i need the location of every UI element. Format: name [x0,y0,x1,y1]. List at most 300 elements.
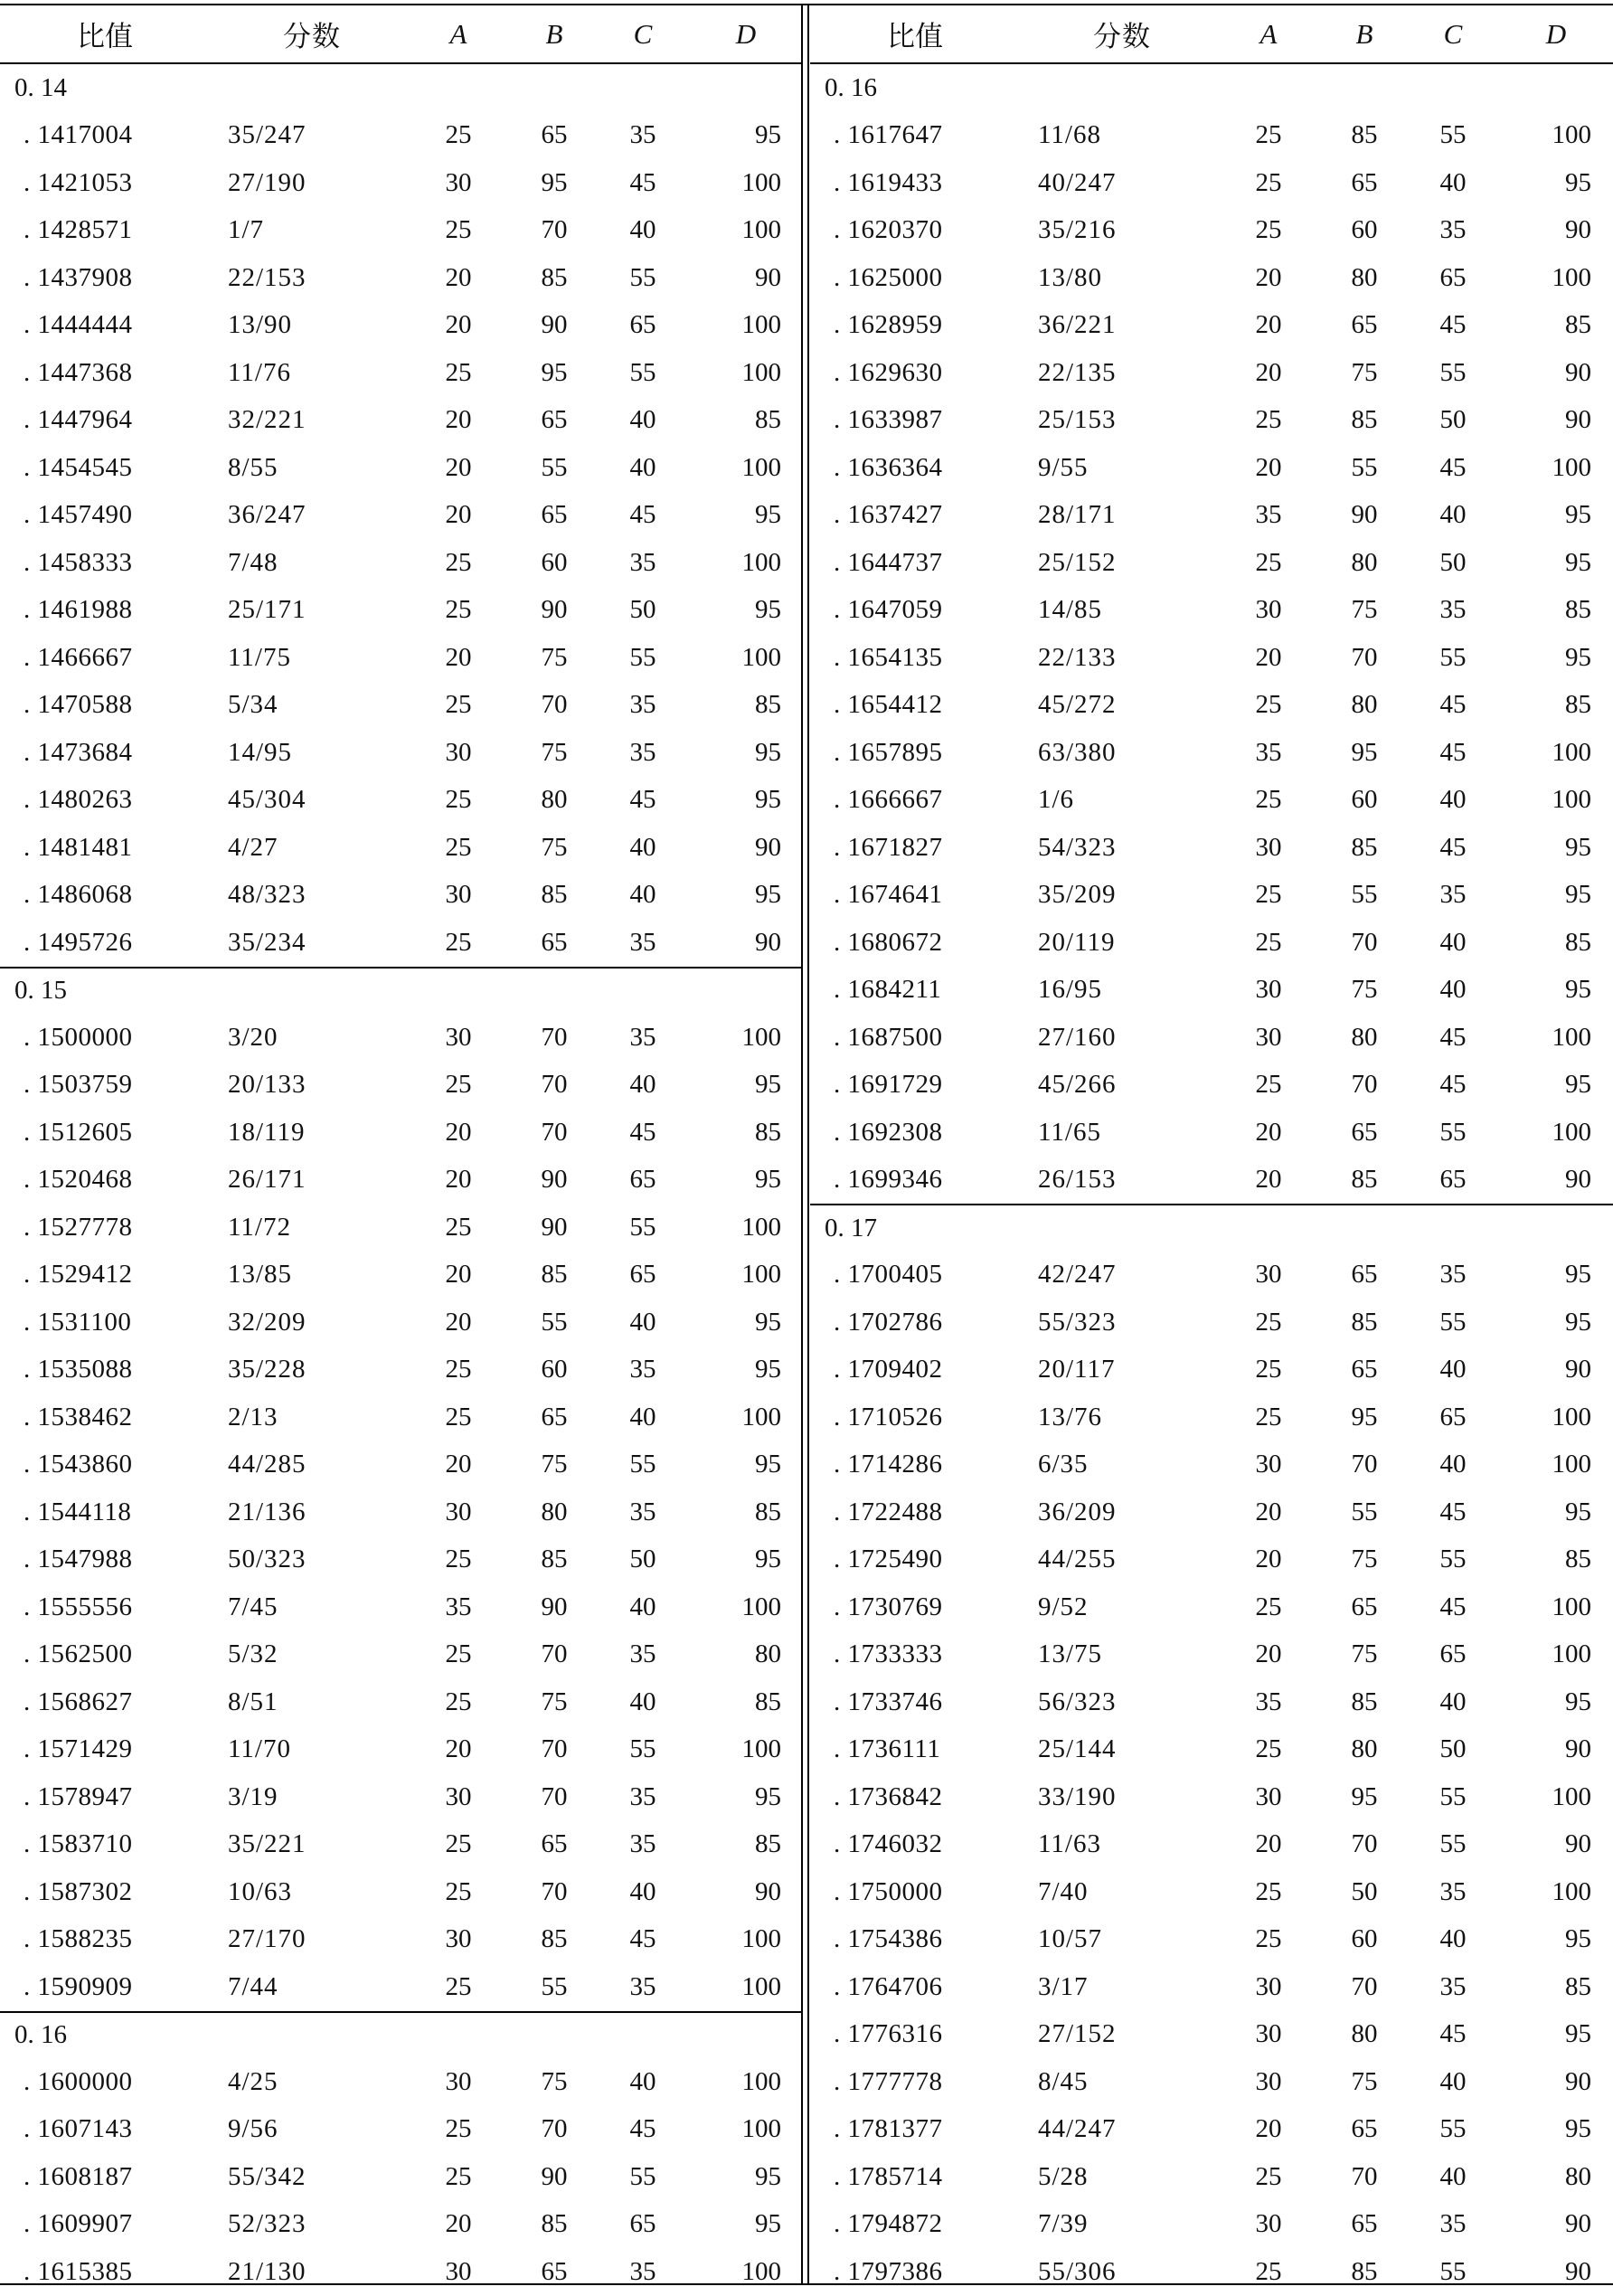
table-row [0,682,801,730]
a-cell: 30 [445,880,472,910]
ratio-cell: . 1637427 [834,500,943,530]
table-row [810,444,1613,492]
d-cell: 100 [741,215,781,245]
c-cell: 50 [1439,405,1467,435]
b-cell: 55 [1351,880,1378,910]
ratio-cell: . 1543860 [24,1450,133,1479]
d-cell: 100 [741,1022,781,1052]
b-cell: 55 [1351,1497,1378,1526]
ratio-cell: . 1797386 [834,2256,943,2286]
c-cell: 45 [1439,690,1467,720]
b-cell: 70 [1351,642,1378,672]
c-cell: 65 [629,310,656,340]
right-table-body [810,64,1613,2296]
fraction-cell: 26/171 [228,1165,307,1195]
d-cell: 100 [1552,1592,1591,1621]
d-cell: 100 [1552,1117,1591,1147]
table-row [0,1678,801,1726]
c-cell: 45 [1439,1497,1467,1526]
fraction-cell: 55/306 [1038,2256,1117,2286]
d-cell: 100 [1552,737,1591,767]
table-row [810,777,1613,825]
ratio-cell: . 1736111 [834,1734,941,1764]
c-cell: 65 [1439,1402,1467,1431]
c-cell: 45 [1439,1022,1467,1052]
d-cell: 85 [755,405,781,435]
table-row [810,1868,1613,1916]
a-cell: 25 [445,2114,472,2144]
b-cell: 85 [541,880,568,910]
d-cell: 100 [1552,1639,1591,1669]
c-cell: 35 [1439,215,1467,245]
b-cell: 85 [541,1545,568,1574]
c-cell: 55 [629,262,656,292]
c-cell: 35 [1439,595,1467,625]
b-cell: 70 [541,1117,568,1147]
d-cell: 100 [741,1924,781,1954]
header-c: C [1443,17,1463,50]
fraction-cell: 13/90 [228,310,293,340]
table-row [0,2058,801,2106]
d-cell: 95 [755,120,781,150]
table-row [810,1583,1613,1631]
b-cell: 65 [1351,1592,1378,1621]
c-cell: 55 [629,1734,656,1764]
table-row [810,1963,1613,2011]
table-row [0,302,801,350]
d-cell: 100 [1552,1450,1591,1479]
a-cell: 25 [1255,1924,1282,1954]
b-cell: 60 [541,547,568,577]
a-cell: 25 [1255,167,1282,197]
table-row [810,1488,1613,1536]
c-cell: 40 [629,405,656,435]
fraction-cell: 44/285 [228,1450,307,1479]
ratio-cell: . 1692308 [834,1117,943,1147]
b-cell: 70 [541,1734,568,1764]
fraction-cell: 21/136 [228,1497,307,1526]
a-cell: 20 [1255,452,1282,482]
ratio-cell: . 1671827 [834,832,943,862]
table-row [810,634,1613,682]
ratio-cell: . 1480263 [24,785,133,815]
table-row [810,919,1613,967]
c-cell: 55 [1439,357,1467,387]
table-row [0,587,801,635]
table-row [0,1583,801,1631]
table-row [0,444,801,492]
ratio-cell: . 1702786 [834,1307,943,1337]
fraction-cell: 8/51 [228,1687,278,1716]
b-cell: 75 [541,642,568,672]
table-row [0,824,801,872]
fraction-cell: 48/323 [228,880,307,910]
ratio-cell: . 1736842 [834,1781,943,1811]
b-cell: 70 [1351,1450,1378,1479]
c-cell: 65 [629,1165,656,1195]
header-a: A [1259,17,1278,50]
c-cell: 50 [629,1545,656,1574]
ratio-cell: . 1444444 [24,310,133,340]
a-cell: 30 [1255,1450,1282,1479]
d-cell: 95 [755,1355,781,1384]
fraction-cell: 22/133 [1038,642,1117,672]
a-cell: 20 [1255,1497,1282,1526]
c-cell: 40 [1439,927,1467,957]
fraction-cell: 55/323 [1038,1307,1117,1337]
a-cell: 25 [445,120,472,150]
c-cell: 35 [629,120,656,150]
b-cell: 65 [1351,2114,1378,2144]
b-cell: 65 [541,120,568,150]
fraction-cell: 35/216 [1038,215,1117,245]
fraction-cell: 20/133 [228,1070,307,1100]
table-row [810,1536,1613,1584]
a-cell: 30 [1255,2066,1282,2096]
table-row [0,492,801,540]
d-cell: 95 [1565,1307,1591,1337]
a-cell: 20 [445,452,472,482]
d-cell: 90 [1565,1165,1591,1195]
c-cell: 45 [1439,2019,1467,2049]
left-table-half [0,5,801,2296]
table-row [0,2153,801,2201]
fraction-cell: 4/27 [228,832,278,862]
ratio-cell: . 1725490 [834,1545,943,1574]
c-cell: 35 [629,1971,656,2001]
ratio-cell: . 1617647 [834,120,943,150]
b-cell: 65 [1351,1117,1378,1147]
table-row [0,207,801,255]
d-cell: 100 [1552,785,1591,815]
b-cell: 85 [1351,1165,1378,1195]
b-cell: 80 [1351,690,1378,720]
fraction-cell: 11/75 [228,642,291,672]
fraction-cell: 8/45 [1038,2066,1089,2096]
c-cell: 55 [1439,1545,1467,1574]
b-cell: 75 [1351,357,1378,387]
fraction-cell: 45/266 [1038,1070,1117,1100]
fraction-cell: 5/28 [1038,2161,1089,2191]
d-cell: 85 [1565,1971,1591,2001]
a-cell: 25 [1255,880,1282,910]
fraction-cell: 36/221 [1038,310,1117,340]
b-cell: 65 [541,500,568,530]
a-cell: 25 [445,1070,472,1100]
b-cell: 65 [541,1829,568,1859]
a-cell: 20 [1255,1829,1282,1859]
ratio-cell: . 1590909 [24,1971,133,2001]
c-cell: 55 [1439,1781,1467,1811]
ratio-cell: . 1544118 [24,1497,132,1526]
fraction-cell: 26/153 [1038,1165,1117,1195]
d-cell: 90 [1565,2066,1591,2096]
fraction-cell: 10/57 [1038,1924,1103,1954]
a-cell: 30 [1255,2209,1282,2239]
c-cell: 55 [1439,1307,1467,1337]
ratio-cell: . 1503759 [24,1070,133,1100]
fraction-cell: 14/85 [1038,595,1103,625]
b-cell: 75 [541,737,568,767]
header-fraction: 分数 [1093,21,1151,52]
d-cell: 100 [741,452,781,482]
a-cell: 25 [445,1355,472,1384]
a-cell: 25 [1255,1592,1282,1621]
ratio-cell: . 1674641 [834,880,943,910]
b-cell: 85 [1351,832,1378,862]
c-cell: 40 [629,2066,656,2096]
ratio-cell: . 1512605 [24,1117,133,1147]
a-cell: 25 [445,357,472,387]
b-cell: 70 [541,1070,568,1100]
d-cell: 100 [741,1260,781,1290]
table-row [810,967,1613,1015]
c-cell: 40 [1439,1355,1467,1384]
d-cell: 80 [755,1639,781,1669]
c-cell: 40 [629,1307,656,1337]
a-cell: 30 [1255,1260,1282,1290]
b-cell: 50 [1351,1876,1378,1906]
d-cell: 80 [1565,2161,1591,2191]
c-cell: 45 [1439,832,1467,862]
c-cell: 35 [1439,1876,1467,1906]
d-cell: 100 [741,310,781,340]
b-cell: 85 [541,2209,568,2239]
d-cell: 100 [741,1734,781,1764]
table-row [810,1726,1613,1774]
fraction-cell: 27/152 [1038,2019,1117,2049]
a-cell: 20 [445,1450,472,1479]
b-cell: 55 [541,1307,568,1337]
c-cell: 40 [629,1402,656,1431]
d-cell: 90 [1565,357,1591,387]
c-cell: 65 [629,1260,656,1290]
ratio-cell: . 1428571 [24,215,133,245]
c-cell: 35 [629,1355,656,1384]
d-cell: 95 [755,1545,781,1574]
c-cell: 35 [629,927,656,957]
fraction-cell: 63/380 [1038,737,1117,767]
b-cell: 70 [1351,927,1378,957]
table-row [810,397,1613,445]
d-cell: 100 [741,2256,781,2286]
b-cell: 65 [1351,310,1378,340]
b-cell: 90 [541,595,568,625]
c-cell: 50 [1439,547,1467,577]
c-cell: 40 [1439,1450,1467,1479]
b-cell: 70 [541,690,568,720]
a-cell: 25 [1255,1355,1282,1384]
d-cell: 95 [755,500,781,530]
fraction-cell: 25/144 [1038,1734,1117,1764]
c-cell: 40 [629,215,656,245]
d-cell: 85 [755,1117,781,1147]
a-cell: 30 [1255,832,1282,862]
d-cell: 95 [1565,975,1591,1005]
c-cell: 45 [629,500,656,530]
table-row [810,729,1613,777]
column-divider-left [801,4,803,2284]
d-cell: 95 [755,2209,781,2239]
ratio-cell: . 1454545 [24,452,133,482]
d-cell: 85 [755,690,781,720]
a-cell: 25 [1255,1307,1282,1337]
group-heading-row [0,64,801,112]
d-cell: 85 [1565,595,1591,625]
d-cell: 100 [1552,1781,1591,1811]
fraction-cell: 7/39 [1038,2209,1089,2239]
b-cell: 65 [541,1402,568,1431]
ratio-cell: . 1710526 [834,1402,943,1431]
fraction-cell: 40/247 [1038,167,1117,197]
d-cell: 95 [755,785,781,815]
c-cell: 35 [629,1022,656,1052]
table-row [810,1441,1613,1489]
c-cell: 45 [1439,737,1467,767]
fraction-cell: 54/323 [1038,832,1117,862]
a-cell: 30 [1255,1022,1282,1052]
b-cell: 90 [541,2161,568,2191]
fraction-cell: 36/209 [1038,1497,1117,1526]
group-heading-row [810,64,1613,112]
table-row [810,1299,1613,1346]
table-row [810,1109,1613,1157]
b-cell: 85 [1351,120,1378,150]
b-cell: 90 [541,1592,568,1621]
d-cell: 95 [755,1450,781,1479]
fraction-cell: 13/85 [228,1260,293,1290]
fraction-cell: 44/247 [1038,2114,1117,2144]
ratio-cell: . 1520468 [24,1165,133,1195]
c-cell: 35 [629,2256,656,2286]
d-cell: 100 [741,1971,781,2001]
b-cell: 80 [1351,2019,1378,2049]
fraction-cell: 42/247 [1038,1260,1117,1290]
fraction-cell: 27/170 [228,1924,307,1954]
b-cell: 80 [541,785,568,815]
ratio-cell: . 1447368 [24,357,133,387]
fraction-cell: 13/75 [1038,1639,1103,1669]
b-cell: 70 [1351,1971,1378,2001]
ratio-cell: . 1578947 [24,1781,133,1811]
b-cell: 75 [541,2066,568,2096]
table-row [0,349,801,397]
c-cell: 40 [1439,167,1467,197]
ratio-cell: . 1531100 [24,1307,132,1337]
a-cell: 20 [445,2209,472,2239]
c-cell: 55 [1439,1117,1467,1147]
a-cell: 20 [1255,2114,1282,2144]
fraction-cell: 27/160 [1038,1022,1117,1052]
table-row [0,1109,801,1157]
fraction-cell: 35/221 [228,1829,307,1859]
ratio-cell: . 1700405 [834,1260,943,1290]
b-cell: 75 [1351,2066,1378,2096]
fraction-cell: 36/247 [228,500,307,530]
table-row [0,872,801,920]
fraction-cell: 4/25 [228,2066,278,2096]
a-cell: 25 [445,595,472,625]
c-cell: 35 [629,690,656,720]
b-cell: 85 [1351,405,1378,435]
table-row [0,1014,801,1062]
d-cell: 90 [1565,1355,1591,1384]
table-row [810,682,1613,730]
fraction-cell: 33/190 [1038,1781,1117,1811]
group-label: 0. 16 [825,72,877,102]
ratio-cell: . 1684211 [834,975,942,1005]
table-row [0,1631,801,1679]
ratio-cell: . 1733333 [834,1639,943,1669]
c-cell: 65 [1439,1639,1467,1669]
b-cell: 95 [1351,737,1378,767]
a-cell: 20 [1255,642,1282,672]
a-cell: 25 [445,1402,472,1431]
b-cell: 80 [541,1497,568,1526]
b-cell: 90 [541,310,568,340]
table-row [810,254,1613,302]
d-cell: 90 [755,262,781,292]
table-header [0,5,801,64]
right-table-half [810,5,1613,2296]
ratio-cell: . 1481481 [24,832,133,862]
ratio-cell: . 1615385 [24,2256,133,2286]
c-cell: 40 [629,1070,656,1100]
table-row [810,1346,1613,1394]
ratio-cell: . 1437908 [24,262,133,292]
ratio-cell: . 1776316 [834,2019,943,2049]
table-bottom-rule [0,2283,1613,2285]
table-row [810,2058,1613,2106]
ratio-cell: . 1458333 [24,547,133,577]
fraction-cell: 11/72 [228,1212,291,1242]
ratio-cell: . 1457490 [24,500,133,530]
a-cell: 35 [1255,1687,1282,1716]
group-label: 0. 17 [825,1213,877,1242]
ratio-cell: . 1754386 [834,1924,943,1954]
a-cell: 30 [445,1497,472,1526]
b-cell: 75 [1351,1545,1378,1574]
header-ratio: 比值 [77,21,133,52]
b-cell: 55 [1351,452,1378,482]
d-cell: 85 [1565,1545,1591,1574]
c-cell: 65 [1439,262,1467,292]
fraction-cell: 25/171 [228,595,307,625]
b-cell: 60 [1351,215,1378,245]
ratio-cell: . 1600000 [24,2066,133,2096]
c-cell: 55 [629,1212,656,1242]
c-cell: 55 [629,1450,656,1479]
d-cell: 95 [1565,1070,1591,1100]
c-cell: 40 [629,1687,656,1716]
fraction-cell: 28/171 [1038,500,1117,530]
a-cell: 20 [445,1307,472,1337]
c-cell: 55 [629,2161,656,2191]
b-cell: 70 [541,1781,568,1811]
c-cell: 45 [1439,1592,1467,1621]
table-row [810,159,1613,207]
d-cell: 100 [741,2066,781,2096]
table-row [0,1204,801,1252]
c-cell: 35 [629,1829,656,1859]
table-row [0,397,801,445]
ratio-cell: . 1619433 [834,167,943,197]
a-cell: 25 [445,2161,472,2191]
table-row [0,1821,801,1869]
ratio-cell: . 1538462 [24,1402,133,1431]
d-cell: 95 [1565,1687,1591,1716]
d-cell: 95 [755,1307,781,1337]
